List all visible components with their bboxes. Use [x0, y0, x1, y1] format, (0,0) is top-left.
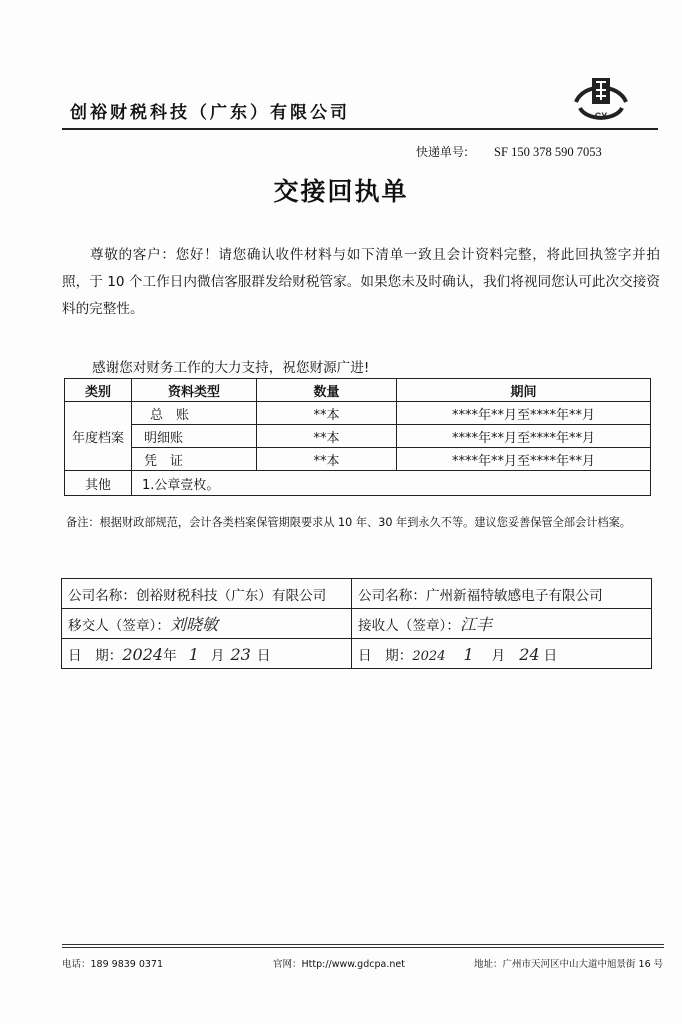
- footer-divider-2: [62, 947, 664, 948]
- other-value: 1.公章壹枚。: [132, 471, 651, 496]
- receiver-date-day: 24: [519, 644, 540, 664]
- handover-label: 移交人（签章）：: [68, 618, 170, 634]
- company-header: 创裕财税科技（广东）有限公司: [70, 103, 350, 123]
- table-header-row: [65, 379, 651, 402]
- receiver-date: [352, 639, 652, 669]
- row-period: ****年**月至****年**月: [397, 448, 651, 471]
- row-period: ****年**月至****年**月: [397, 425, 651, 448]
- logo-text: CY: [594, 111, 608, 121]
- header-category: 类别: [65, 379, 132, 402]
- signature-table: [61, 578, 652, 669]
- group-annual-archive: 年度档案: [65, 402, 132, 471]
- header-quantity: 数量: [257, 379, 397, 402]
- table-row-other: [65, 471, 651, 496]
- row-quantity: **本: [257, 425, 397, 448]
- thanks-line: 感谢您对财务工作的大力支持，祝您财源广进!: [92, 360, 370, 376]
- left-company-name: 公司名称：创裕财税科技（广东）有限公司: [62, 579, 352, 609]
- footer-phone: 电话：189 9839 0371: [62, 959, 164, 970]
- handover-person: [62, 609, 352, 639]
- row-period: ****年**月至****年**月: [397, 402, 651, 425]
- remark-note: 备注：根据财政部规范，会计各类档案保管期限要求从 10 年、30 年到永久不等。建议您妥善保管全部会计档案。: [66, 516, 631, 529]
- row-quantity: **本: [257, 402, 397, 425]
- right-company-name: 公司名称：广州新福特敏感电子有限公司: [352, 579, 652, 609]
- row-quantity: **本: [257, 448, 397, 471]
- materials-table: [64, 378, 651, 496]
- footer-address: 地址：广州市天河区中山大道中旭景街 16 号: [474, 959, 664, 970]
- header-period: 期间: [397, 379, 651, 402]
- receiver-date-label: 日 期：: [358, 647, 413, 664]
- document-title: 交接回执单: [273, 177, 409, 206]
- table-row: [65, 448, 651, 471]
- header-type: 资料类型: [132, 379, 257, 402]
- handover-date: [62, 639, 352, 669]
- receiver-date-month: 1: [463, 644, 474, 664]
- day-unit: 日: [256, 647, 271, 664]
- tracking-number: [416, 143, 602, 160]
- row-type: 明细账: [132, 425, 257, 448]
- month-unit: 月: [491, 647, 506, 664]
- header-divider: [62, 128, 658, 130]
- handover-date-label: 日 期：: [68, 647, 123, 664]
- intro-paragraph: 尊敬的客户：您好！请您确认收件材料与如下清单一致且会计资料完整，将此回执签字并拍照，于 10 个工作日内微信客服群发给财税管家。如果您未及时确认，我们将视同您认可此次交接资料的完整性。: [62, 247, 660, 317]
- footer-website: 官网：Http://www.gdcpa.net: [273, 959, 405, 970]
- handover-date-month: 1: [188, 644, 199, 664]
- table-row: [65, 402, 651, 425]
- footer-divider: [62, 944, 664, 945]
- day-unit: 日: [543, 647, 558, 664]
- month-unit: 月: [210, 647, 225, 664]
- year-unit: 年: [163, 647, 177, 664]
- handover-date-day: 23: [230, 644, 251, 664]
- tracking-label: 快递单号:: [416, 145, 469, 159]
- table-row: [65, 425, 651, 448]
- tracking-value: SF 150 378 590 7053: [494, 145, 602, 159]
- receiver-label: 接收人（签章）：: [358, 618, 460, 634]
- receiver-date-year: 2024: [412, 648, 446, 664]
- receiver-person: [352, 609, 652, 639]
- company-logo: [570, 72, 632, 124]
- handover-date-year: 2024: [122, 644, 164, 664]
- handover-signature: 刘晓敏: [169, 615, 218, 634]
- other-label: 其他: [65, 471, 132, 496]
- receiver-signature: 江丰: [459, 615, 492, 634]
- row-type: 总 账: [132, 402, 257, 425]
- row-type: 凭 证: [132, 448, 257, 471]
